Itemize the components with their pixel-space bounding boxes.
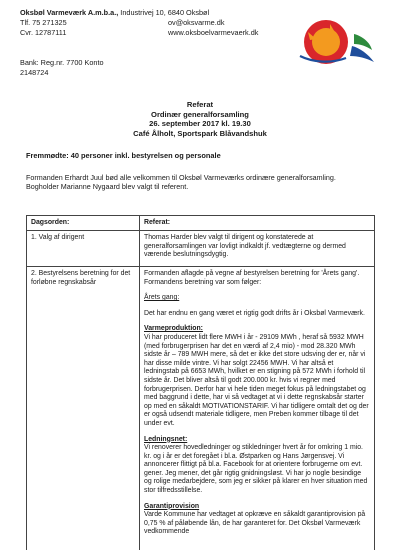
report-intro: Formanden aflagde på vegne af bestyrelsen beretning for 'Årets gang'. Formandens beretning var som følger: [144, 270, 360, 286]
agenda-header: Dagsorden: [31, 219, 70, 226]
section-text-ledningsnet: Vi renoverer hovedledninger og stikledninger hvert år for omkring 1 mio. kr. og i år er det foregået i bl.a. Østparken og Hans Jørgensvej. Vi annoncerer flittigt på bl.a. Facebook for at orientere forbrugerne om evt. gener. Jeg mener, det går rigtig gnidningsløst. Vi har jo nogle besindige og rolige medarbejdere, som jeg er sikker på klarer en hver situation med stor tilfredsstillelse. [144, 444, 368, 495]
company-logo [280, 12, 380, 72]
section-text-garantiprovision: Varde Kommune har vedtaget at opkræve en såkaldt garantiprovision på 0,75 % af påløbende lån, de har garanteret for. Det Oksbøl Varmeværk vedkommende [144, 511, 366, 536]
section-heading-garantiprovision: Garantiprovision [144, 502, 200, 510]
intro-paragraph: Formanden Erhardt Juul bød alle velkommen til Oksbøl Varmeværks ordinære generalforsamling. [26, 173, 336, 182]
title-line-1: Referat [186, 100, 214, 109]
title-line-4: Café Ålholt, Sportspark Blåvandshuk [133, 128, 267, 138]
logo-leaf [354, 34, 372, 50]
row-divider [27, 266, 374, 267]
row-divider [27, 230, 374, 231]
minutes-title [0, 100, 400, 138]
company-line [20, 8, 209, 18]
letterhead-contact [168, 18, 258, 38]
section-text-arets-gang: Det har endnu en gang været et rigtig godt drifts år i Oksbøl Varmeværk. [144, 309, 365, 317]
logo-sun-inner [312, 28, 340, 56]
minutes-header: Referat: [144, 219, 171, 226]
minutes-item-2 [144, 270, 370, 537]
section-heading-arets-gang: Årets gang: [144, 294, 180, 302]
minutes-table [26, 215, 375, 550]
section-text-varmeproduktion: Vi har produceret lidt flere MWH i år - 29109 MWh , heraf så 5932 MWH (med forbrugerprisen har det en værdi af 2,4 mio) - mod 28.320 MWh sidste år – 789 MWH mere, så det er ikke det store udsving der er, når vi har disse milde vintre. Vi har solgt 22456 MWH. Vi har altså et ledningstab på 6653 MWh, hvilket er en stigning på 572 MWh i forhold til sidste år. Det bliver altså til godt 200.000 kr. hvis vi regner med forbrugerprisen. Derfor har vi hele tiden meget fokus på ledningstabet og med baggrund i dette, har vi så vedtaget at vi i dette regnskabsår starter op med en såkaldt MOTIVATIONSTARIF. Vi har tidligere omtalt det og der er også udsendt materiale tidligere, men Preben kommer tilbage til det under evt. [144, 333, 369, 427]
company-name: Oksbøl Varmeværk A.m.b.a., [20, 8, 119, 17]
intro-paragraph: Bogholder Marianne Nygaard blev valgt til referent. [26, 182, 189, 192]
bank-account: 2148724 [20, 68, 49, 77]
agenda-item-2: 2. Bestyrelsens beretning for det forløbne regnskabsår [31, 270, 131, 286]
agenda-item-1: 1. Valg af dirigent [31, 234, 85, 241]
bank-info [20, 58, 104, 78]
title-line-3: 26. september 2017 kl. 19.30 [149, 119, 251, 129]
company-phone: Tlf. 75 271325 [20, 18, 67, 27]
minutes-item-1: Thomas Harder blev valgt til dirigent og konstaterede at generalforsamlingen var lovligt indkaldt jf. vedtægterne og dermed værende beslutningsdygtig. [144, 234, 346, 259]
company-cvr: Cvr. 12787111 [20, 28, 67, 37]
attendees: Fremmødte: 40 personer inkl. bestyrelsen og personale [26, 151, 221, 160]
company-website: www.oksboelvarmevaerk.dk [168, 28, 259, 37]
bank-line: Bank: Reg.nr. 7700 Konto [20, 58, 104, 67]
company-address: Industrivej 10, 6840 Oksbøl [118, 8, 210, 17]
section-heading-ledningsnet: Ledningsnet: [144, 435, 188, 443]
title-line-2: Ordinær generalforsamling [151, 109, 249, 119]
company-email: ov@oksvarme.dk [168, 18, 225, 27]
section-heading-varmeproduktion: Varmeproduktion: [144, 325, 203, 333]
intro-text [26, 173, 371, 191]
